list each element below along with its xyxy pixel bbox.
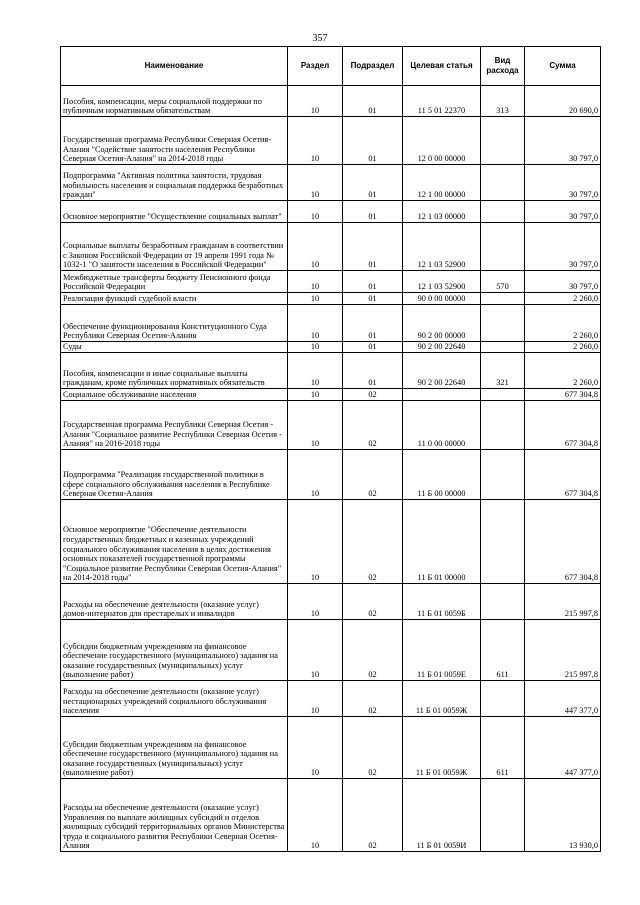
cell-vid: [481, 201, 525, 223]
table-row: [61, 86, 601, 117]
cell-name: Межбюджетные трансферты бюджету Пенсионного фонда Российской Федерации: [61, 271, 288, 293]
cell-podrazdel: 02: [343, 681, 403, 717]
cell-podrazdel: 01: [343, 223, 403, 271]
cell-razdel: 10: [288, 165, 343, 201]
cell-name: Пособия, компенсации и иные социальные выплаты гражданам, кроме публичных нормативных обязательств: [61, 353, 288, 389]
cell-statya: 12 1 03 52900: [403, 271, 481, 293]
cell-statya: 12 1 00 00000: [403, 165, 481, 201]
cell-summa: 677 304,8: [525, 500, 601, 584]
cell-podrazdel: 01: [343, 201, 403, 223]
cell-statya: [403, 389, 481, 401]
header-name: Наименование: [61, 47, 288, 86]
cell-razdel: 10: [288, 86, 343, 117]
cell-statya: 12 1 03 52900: [403, 223, 481, 271]
cell-podrazdel: 01: [343, 293, 403, 305]
cell-name: Реализация функций судебной власти: [61, 293, 288, 305]
cell-summa: 447 377,0: [525, 681, 601, 717]
cell-name: Пособия, компенсации, меры социальной поддержки по публичным нормативным обязательствам: [61, 86, 288, 117]
cell-razdel: 10: [288, 201, 343, 223]
cell-name: Субсидии бюджетным учреждениям на финансовое обеспечение государственного (муниципального) задания на оказание государственных (муниципальных) услуг (выполнение работ): [61, 717, 288, 779]
cell-statya: 12 0 00 00000: [403, 117, 481, 165]
cell-vid: [481, 305, 525, 342]
table-row: [61, 165, 601, 201]
cell-statya: 11 5 01 22370: [403, 86, 481, 117]
cell-podrazdel: 01: [343, 305, 403, 342]
cell-summa: 2 260,0: [525, 353, 601, 389]
cell-summa: 447 377,0: [525, 717, 601, 779]
table-row: [61, 389, 601, 401]
cell-vid: [481, 500, 525, 584]
cell-statya: 12 1 03 00000: [403, 201, 481, 223]
cell-vid: 313: [481, 86, 525, 117]
cell-vid: [481, 779, 525, 852]
cell-vid: 570: [481, 271, 525, 293]
cell-vid: [481, 389, 525, 401]
cell-statya: 90 2 00 22640: [403, 342, 481, 353]
cell-podrazdel: 02: [343, 717, 403, 779]
cell-podrazdel: 02: [343, 389, 403, 401]
table-row: [61, 305, 601, 342]
cell-vid: [481, 401, 525, 450]
cell-summa: 20 690,0: [525, 86, 601, 117]
cell-vid: [481, 342, 525, 353]
cell-name: Подпрограмма "Активная политика занятости, трудовая мобильность населения и социальная поддержка безработных граждан": [61, 165, 288, 201]
cell-name: Расходы на обеспечение деятельности (оказание услуг) Управления по выплате жилищных субсидий и отделов жилищных субсидий территориальных органов Министерства труда и социального развития Республики Северная Осетия-Алания: [61, 779, 288, 852]
cell-razdel: 10: [288, 584, 343, 620]
table-body: [61, 86, 601, 852]
cell-name: Расходы на обеспечение деятельности (оказание услуг) нестационарных учреждений социального обслуживания населения: [61, 681, 288, 717]
cell-summa: 2 260,0: [525, 293, 601, 305]
cell-podrazdel: 02: [343, 401, 403, 450]
cell-summa: 2 260,0: [525, 342, 601, 353]
cell-summa: 30 797,0: [525, 117, 601, 165]
cell-summa: 30 797,0: [525, 201, 601, 223]
cell-statya: 90 0 00 00000: [403, 293, 481, 305]
cell-summa: 677 304,8: [525, 401, 601, 450]
table-row: [61, 401, 601, 450]
cell-name: Обеспечение функционирования Конституционного Суда Республики Северная Осетия-Алания: [61, 305, 288, 342]
cell-razdel: 10: [288, 779, 343, 852]
cell-statya: 90 2 00 00000: [403, 305, 481, 342]
cell-vid: 611: [481, 717, 525, 779]
cell-name: Государственная программа Республики Северная Осетия - Алания "Социальное развитие Республики Северная Осетия - Алания" на 2016-2018 годы: [61, 401, 288, 450]
table-row: [61, 353, 601, 389]
cell-statya: 11 Б 01 0059Ж: [403, 717, 481, 779]
cell-statya: 11 Б 00 00000: [403, 450, 481, 500]
cell-statya: 11 Б 01 0059Б: [403, 584, 481, 620]
cell-razdel: 10: [288, 450, 343, 500]
cell-statya: 11 Б 01 0059Ж: [403, 681, 481, 717]
cell-statya: 11 Б 01 0059Е: [403, 620, 481, 681]
table-row: [61, 584, 601, 620]
header-summa: Сумма: [525, 47, 601, 86]
budget-table: [60, 46, 601, 852]
cell-vid: [481, 584, 525, 620]
cell-vid: 321: [481, 353, 525, 389]
cell-summa: 677 304,8: [525, 450, 601, 500]
cell-razdel: 10: [288, 681, 343, 717]
cell-name: Государственная программа Республики Северная Осетия-Алания "Содействие занятости населения Республики Северная Осетия-Алания" на 2014-2018 годы: [61, 117, 288, 165]
cell-razdel: 10: [288, 342, 343, 353]
cell-razdel: 10: [288, 500, 343, 584]
cell-name: Основное мероприятие "Осуществление социальных выплат": [61, 201, 288, 223]
table-row: [61, 500, 601, 584]
cell-podrazdel: 01: [343, 117, 403, 165]
cell-podrazdel: 01: [343, 271, 403, 293]
cell-name: Подпрограмма "Реализация государственной политики в сфере социального обслуживания населения в Республике Северная Осетия-Алания: [61, 450, 288, 500]
table-row: [61, 293, 601, 305]
cell-razdel: 10: [288, 717, 343, 779]
cell-statya: 11 0 00 00000: [403, 401, 481, 450]
cell-vid: [481, 681, 525, 717]
header-podrazdel: Подраздел: [343, 47, 403, 86]
cell-summa: 215 997,8: [525, 620, 601, 681]
cell-summa: 30 797,0: [525, 271, 601, 293]
table-row: [61, 681, 601, 717]
cell-podrazdel: 02: [343, 584, 403, 620]
cell-vid: [481, 223, 525, 271]
cell-razdel: 10: [288, 620, 343, 681]
header-statya: Целевая статья: [403, 47, 481, 86]
table-row: [61, 620, 601, 681]
cell-summa: 13 930,0: [525, 779, 601, 852]
cell-podrazdel: 02: [343, 500, 403, 584]
cell-vid: [481, 165, 525, 201]
cell-name: Основное мероприятие "Обеспечение деятельности государственных бюджетных и казенных учреждений социального обслуживания населения в целях достижения основных показателей государственной программы "Социальное развитие Республики Северная Осетия-Алания" на 2014-2018 годы": [61, 500, 288, 584]
cell-name: Субсидии бюджетным учреждениям на финансовое обеспечение государственного (муниципального) задания на оказание государственных (муниципальных) услуг (выполнение работ): [61, 620, 288, 681]
cell-razdel: 10: [288, 305, 343, 342]
table-row: [61, 117, 601, 165]
cell-summa: 30 797,0: [525, 223, 601, 271]
cell-statya: 90 2 00 22640: [403, 353, 481, 389]
cell-podrazdel: 01: [343, 165, 403, 201]
page-number: 357: [312, 33, 328, 44]
cell-name: Расходы на обеспечение деятельности (оказание услуг) домов-интернатов для престарелых и инвалидов: [61, 584, 288, 620]
cell-podrazdel: 01: [343, 342, 403, 353]
cell-razdel: 10: [288, 223, 343, 271]
cell-statya: 11 Б 01 00000: [403, 500, 481, 584]
table-row: [61, 223, 601, 271]
cell-podrazdel: 01: [343, 86, 403, 117]
cell-podrazdel: 02: [343, 779, 403, 852]
cell-podrazdel: 01: [343, 353, 403, 389]
cell-statya: 11 Б 01 0059И: [403, 779, 481, 852]
cell-razdel: 10: [288, 353, 343, 389]
cell-summa: 215 997,8: [525, 584, 601, 620]
header-razdel: Раздел: [288, 47, 343, 86]
cell-name: Социальное обслуживание населения: [61, 389, 288, 401]
cell-vid: [481, 293, 525, 305]
table-row: [61, 450, 601, 500]
table-row: [61, 342, 601, 353]
table-row: [61, 201, 601, 223]
cell-podrazdel: 02: [343, 620, 403, 681]
table-row: [61, 779, 601, 852]
cell-razdel: 10: [288, 401, 343, 450]
header-vid: Вид расхода: [481, 47, 525, 86]
cell-razdel: 10: [288, 293, 343, 305]
cell-vid: 611: [481, 620, 525, 681]
cell-razdel: 10: [288, 389, 343, 401]
cell-name: Суды: [61, 342, 288, 353]
cell-name: Социальные выплаты безработным гражданам в соответствии с Законом Российской Федерации от 19 апреля 1991 года № 1032-1 "О занятости населения в Российской Федерации": [61, 223, 288, 271]
cell-summa: 2 260,0: [525, 305, 601, 342]
cell-vid: [481, 117, 525, 165]
table-row: [61, 271, 601, 293]
table-row: [61, 717, 601, 779]
cell-razdel: 10: [288, 271, 343, 293]
cell-podrazdel: 02: [343, 450, 403, 500]
cell-razdel: 10: [288, 117, 343, 165]
table-header-row: [61, 47, 601, 86]
cell-vid: [481, 450, 525, 500]
cell-summa: 30 797,0: [525, 165, 601, 201]
cell-summa: 677 304,8: [525, 389, 601, 401]
